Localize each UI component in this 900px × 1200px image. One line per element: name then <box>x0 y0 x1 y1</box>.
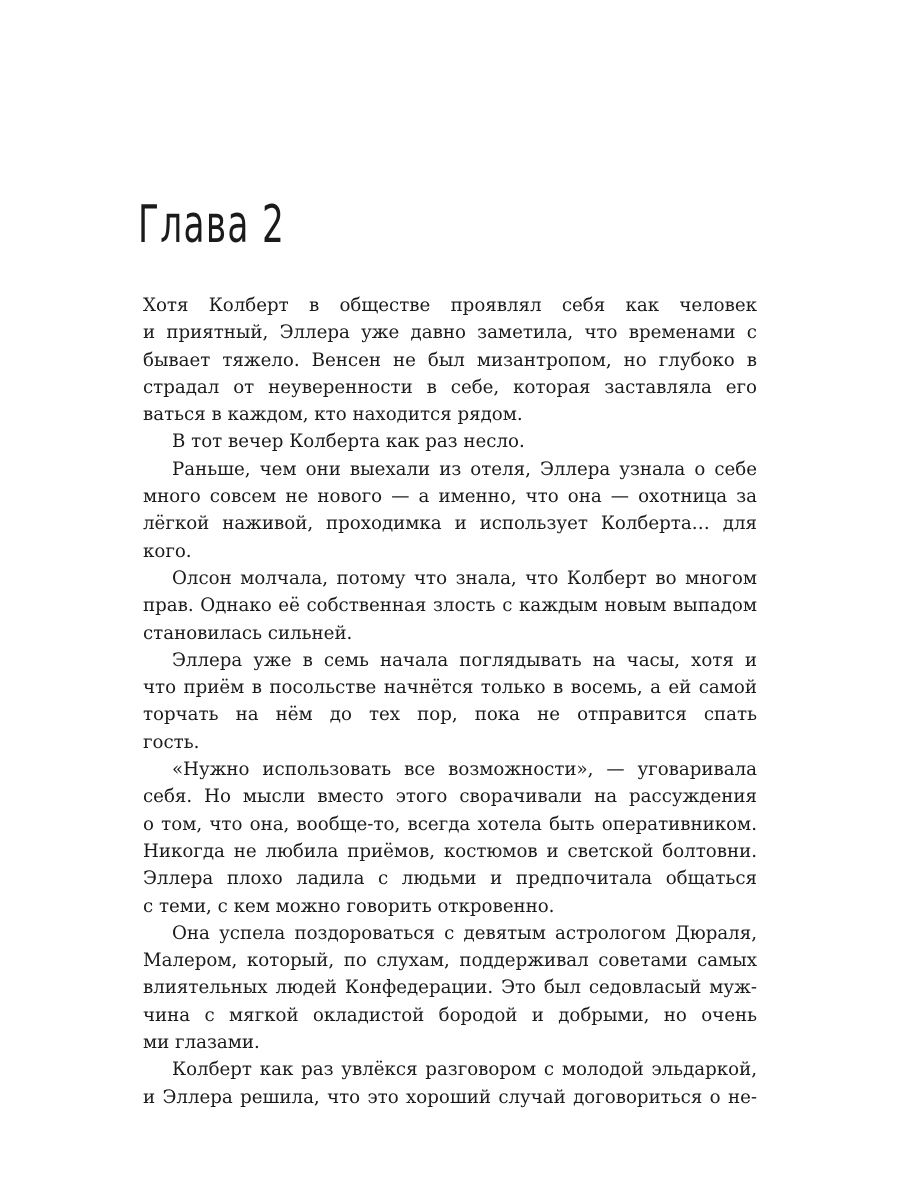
text-line: кого. <box>143 540 192 562</box>
text-line: и приятный, Эллера уже давно заметила, что временами с <box>143 322 757 344</box>
text-line: Малером, который, по слухам, поддерживал советами самых <box>143 950 757 972</box>
text-line: что приём в посольстве начнётся только в восемь, а ей самой <box>143 677 757 699</box>
text-line: гость. <box>143 731 200 753</box>
text-line: лёгкой наживой, проходимка и использует Колберта… для <box>143 513 757 535</box>
text-line: бывает тяжело. Венсен не был мизантропом, но глубоко в <box>143 349 757 371</box>
text-line: Колберт как раз увлёкся разговором с молодой эльдаркой, <box>172 1059 757 1081</box>
text-line: В тот вечер Колберта как раз несло. <box>172 431 525 453</box>
text-line: о том, что она, вообще-то, всегда хотела быть оперативником. <box>143 813 757 835</box>
text-line: прав. Однако её собственная злость с каждым новым выпадом <box>143 595 757 617</box>
chapter-body-text <box>143 292 757 1111</box>
text-line: Олсон молчала, потому что знала, что Колберт во многом <box>172 567 757 589</box>
text-line: и Эллера решила, что это хороший случай договориться о не- <box>143 1086 757 1108</box>
text-line: страдал от неуверенности в себе, которая заставляла его <box>143 376 757 398</box>
text-line: торчать на нём до тех пор, пока не отправится спать <box>143 704 757 726</box>
text-line: себя. Но мысли вместо этого сворачивали на рассуждения <box>143 786 757 808</box>
text-line: много совсем не нового — а именно, что она — охотница за <box>143 486 757 508</box>
text-line: «Нужно использовать все возможности», — уговаривала <box>172 759 757 781</box>
text-line: влиятельных людей Конфедерации. Это был седовласый муж- <box>143 977 757 999</box>
text-line: становилась сильней. <box>143 622 353 644</box>
text-line: Раньше, чем они выехали из отеля, Эллера узнала о себе <box>172 458 757 480</box>
text-line: с теми, с кем можно говорить откровенно. <box>143 895 555 917</box>
text-line: Никогда не любила приёмов, костюмов и светской болтовни. <box>143 840 757 862</box>
chapter-title: Глава 2 <box>138 195 286 255</box>
text-line: Эллера уже в семь начала поглядывать на часы, хотя и <box>172 649 757 671</box>
text-line: чина с мягкой окладистой бородой и добрыми, но очень <box>143 1004 757 1026</box>
text-line: ми глазами. <box>143 1032 260 1054</box>
text-line: Она успела поздороваться с девятым астрологом Дюраля, <box>172 922 757 944</box>
text-line: Эллера плохо ладила с людьми и предпочитала общаться <box>143 868 757 890</box>
text-line: ваться в каждом, кто находится рядом. <box>143 404 523 426</box>
text-line: Хотя Колберт в обществе проявлял себя как человек <box>143 295 757 316</box>
